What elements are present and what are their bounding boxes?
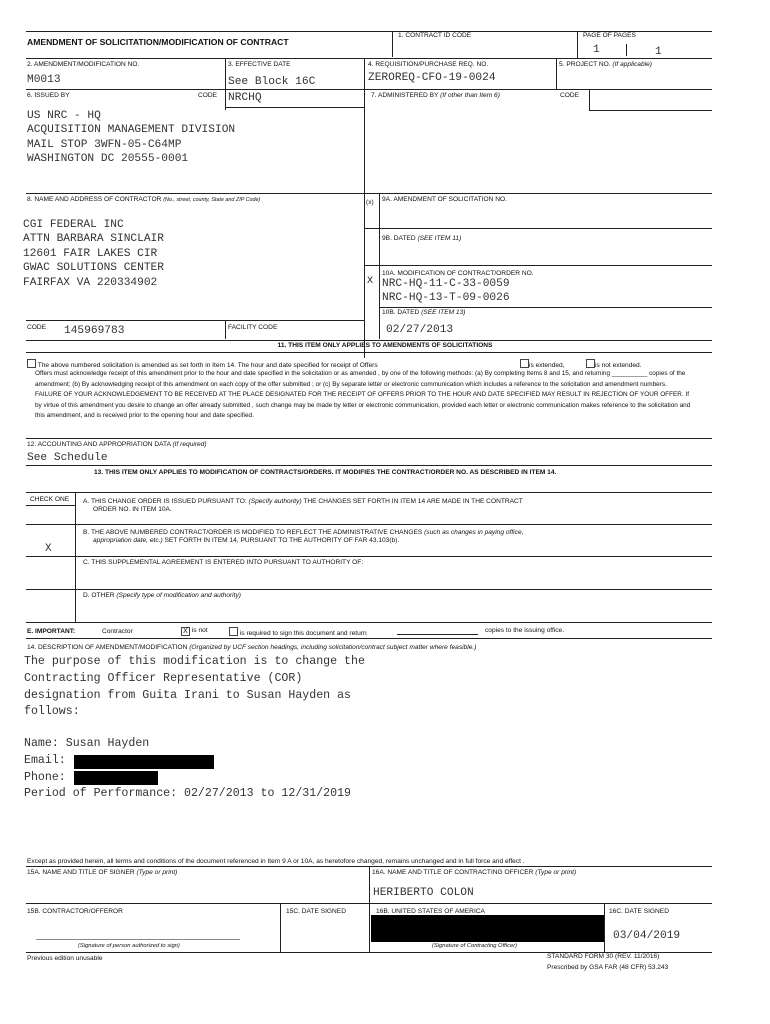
important-contractor: Contractor bbox=[102, 628, 133, 635]
rule bbox=[225, 320, 226, 339]
rule bbox=[577, 31, 578, 59]
signature-line bbox=[36, 939, 240, 940]
description-label: 14. DESCRIPTION OF AMENDMENT/MODIFICATION (Organized by UCF section headings, including solicitation/contract subject matter where feasible.) bbox=[27, 644, 477, 651]
requisition-label: 4. REQUISITION/PURCHASE REQ. NO. bbox=[368, 61, 489, 68]
project-no-label: 5. PROJECT NO. (If applicable) bbox=[559, 61, 652, 68]
signature-person-caption: (Signature of person authorized to sign) bbox=[78, 943, 180, 949]
rule bbox=[589, 89, 590, 110]
option-a-cont: ORDER NO. IN ITEM 10A. bbox=[93, 506, 172, 513]
contractor-label: 8. NAME AND ADDRESS OF CONTRACTOR (No., street, county, State and ZIP Code) bbox=[27, 196, 261, 203]
redacted-signature bbox=[371, 915, 604, 942]
option-a: A. THIS CHANGE ORDER IS ISSUED PURSUANT TO: (Specify authority) THE CHANGES SET FORTH IN ITEM 14 ARE MADE IN THE CONTRACT bbox=[83, 498, 523, 505]
contracting-officer-name: HERIBERTO COLON bbox=[373, 887, 474, 899]
effective-date-label: 3. EFFECTIVE DATE bbox=[228, 61, 291, 68]
contractor-code: 145969783 bbox=[64, 325, 125, 337]
is-not-option: X is not bbox=[181, 627, 208, 636]
rule bbox=[26, 193, 712, 194]
rule bbox=[26, 492, 712, 493]
rule bbox=[589, 110, 712, 111]
administered-by-label: 7. ADMINISTERED BY (If other than Item 6) bbox=[371, 92, 500, 99]
option-c: C. THIS SUPPLEMENTAL AGREEMENT IS ENTERED INTO PURSUANT TO AUTHORITY OF: bbox=[83, 559, 364, 566]
effective-date: See Block 16C bbox=[228, 76, 316, 88]
amendment-no-label: 2. AMENDMENT/MODIFICATION NO. bbox=[27, 61, 140, 68]
rule bbox=[26, 438, 712, 439]
date-signed-15c: 15C. DATE SIGNED bbox=[286, 908, 346, 915]
issued-by-address: US NRC - HQ ACQUISITION MANAGEMENT DIVISION MAIL STOP 3WFN-05-C64MP WASHINGTON DC 20555-0001 bbox=[27, 110, 236, 166]
issued-by-code-label: CODE bbox=[198, 92, 218, 99]
total-pages: 1 bbox=[655, 46, 662, 58]
extended-option: is extended, bbox=[520, 359, 565, 370]
issued-by-code: NRCHQ bbox=[228, 92, 262, 104]
facility-code-label: FACILITY CODE bbox=[228, 324, 278, 331]
rule bbox=[26, 505, 75, 506]
signer-label: 15A. NAME AND TITLE OF SIGNER (Type or print) bbox=[27, 869, 178, 876]
signature-officer-caption: (Signature of Contracting Officer) bbox=[432, 943, 518, 949]
rule bbox=[397, 634, 478, 635]
rule bbox=[364, 228, 712, 229]
rule bbox=[556, 58, 557, 89]
contract-id-label: 1. CONTRACT ID CODE bbox=[398, 32, 472, 39]
rule bbox=[26, 622, 712, 623]
option-d: D. OTHER (Specify type of modification and authority) bbox=[83, 592, 241, 599]
x-column-label: (x) bbox=[366, 199, 374, 206]
rule bbox=[626, 44, 627, 56]
modification-x-mark: X bbox=[367, 275, 374, 285]
date-16c: 03/04/2019 bbox=[613, 930, 681, 942]
issued-by-label: 6. ISSUED BY bbox=[27, 92, 70, 99]
rule bbox=[364, 265, 712, 266]
rule bbox=[26, 58, 712, 59]
option-b-mark: X bbox=[45, 543, 52, 555]
rule bbox=[26, 340, 712, 341]
item11-heading: 11. THIS ITEM ONLY APPLIES TO AMENDMENTS OF SOLICITATIONS bbox=[277, 342, 493, 349]
rule bbox=[26, 903, 712, 904]
important-label: E. IMPORTANT: bbox=[27, 628, 76, 635]
rule bbox=[369, 866, 370, 952]
item13-heading: 13. THIS ITEM ONLY APPLIES TO MODIFICATION OF CONTRACTS/ORDERS. IT MODIFIES THE CONTRACT/ORDER NO. AS DESCRIBED IN ITEM 14. bbox=[94, 469, 557, 476]
rule bbox=[364, 58, 365, 358]
contracting-officer-label: 16A. NAME AND TITLE OF CONTRACTING OFFICER (Type or print) bbox=[372, 869, 577, 876]
rule bbox=[392, 31, 393, 57]
cor-details: Name: Susan Hayden Email: Phone: Period of Performance: 02/27/2013 to 12/31/2019 bbox=[24, 737, 351, 801]
rule bbox=[379, 193, 380, 339]
accounting-label: 12. ACCOUNTING AND APPROPRIATION DATA (If required) bbox=[27, 441, 207, 448]
rule bbox=[26, 352, 712, 353]
modification-numbers: NRC-HQ-11-C-33-0059 NRC-HQ-13-T-09-0026 bbox=[382, 278, 510, 305]
rule bbox=[26, 589, 712, 590]
modification-label: 10A. MODIFICATION OF CONTRACT/ORDER NO. bbox=[382, 270, 534, 277]
check-one-label: CHECK ONE bbox=[30, 496, 70, 503]
redacted-email bbox=[74, 755, 214, 769]
redacted-phone bbox=[74, 771, 158, 785]
rule bbox=[226, 107, 364, 108]
description-paragraph: The purpose of this modification is to change the Contracting Officer Representative (COR) designation from Guita Irani to Susan Hayden as follows: bbox=[24, 655, 365, 719]
rule bbox=[26, 320, 364, 321]
usa-label: 16B. UNITED STATES OF AMERICA bbox=[376, 908, 485, 915]
requisition-no: ZEROREQ-CFO-19-0024 bbox=[368, 72, 496, 84]
amend-solicit-label: 9A. AMENDMENT OF SOLICITATION NO. bbox=[382, 196, 507, 203]
dated-10b-label: 10B. DATED (SEE ITEM 13) bbox=[382, 309, 466, 316]
page-of-pages-label: PAGE OF PAGES bbox=[583, 32, 636, 39]
rule bbox=[26, 465, 712, 466]
rule bbox=[75, 492, 76, 622]
item11-line1: The above numbered solicitation is amended as set forth in Item 14. The hour and date specified for receipt of Offers bbox=[27, 359, 378, 370]
option-b: B. THE ABOVE NUMBERED CONTRACT/ORDER IS MODIFIED TO REFLECT THE ADMINISTRATIVE CHANGES (such as changes in paying office, bbox=[83, 529, 524, 536]
rule bbox=[26, 89, 712, 90]
is-required-option: is required to sign this document and return bbox=[229, 627, 367, 638]
standard-form: STANDARD FORM 30 (REV. 11/2016) bbox=[547, 953, 660, 960]
previous-edition: Previous edition unusable bbox=[27, 955, 103, 962]
rule bbox=[280, 903, 281, 952]
not-extended-option: is not extended. bbox=[586, 359, 642, 370]
contractor-offeror-label: 15B. CONTRACTOR/OFFEROR bbox=[27, 908, 123, 915]
rule bbox=[225, 58, 226, 110]
page-number: 1 bbox=[593, 44, 600, 56]
rule bbox=[379, 307, 712, 308]
date-signed-16c: 16C. DATE SIGNED bbox=[609, 908, 669, 915]
rule bbox=[26, 556, 712, 557]
except-clause: Except as provided herein, all terms and conditions of the document referenced in Item 9 A or 10A, as heretofore changed, remains unchanged and in full force and effect . bbox=[27, 858, 525, 865]
administered-code-label: CODE bbox=[560, 92, 580, 99]
dated-9b-label: 9B. DATED (SEE ITEM 11) bbox=[382, 235, 462, 242]
rule bbox=[604, 903, 605, 952]
prescribed-by: Prescribed by GSA FAR (48 CFR) 53.243 bbox=[547, 964, 669, 971]
copies-text: copies to the issuing office. bbox=[485, 627, 565, 634]
option-b-cont: appropriation date, etc.) SET FORTH IN ITEM 14, PURSUANT TO THE AUTHORITY OF FAR 43.103(b). bbox=[93, 537, 400, 544]
rule bbox=[26, 524, 712, 525]
dated-10b: 02/27/2013 bbox=[386, 324, 454, 336]
contractor-address: CGI FEDERAL INC ATTN BARBARA SINCLAIR 12601 FAIR LAKES CIR GWAC SOLUTIONS CENTER FAIRFAX VA 220334902 bbox=[23, 219, 164, 289]
contractor-code-label: CODE bbox=[27, 324, 47, 331]
accounting-value: See Schedule bbox=[27, 452, 108, 464]
amendment-no: M0013 bbox=[27, 74, 61, 86]
form-title: AMENDMENT OF SOLICITATION/MODIFICATION OF CONTRACT bbox=[27, 37, 289, 47]
item11-body: Offers must acknowledge receipt of this amendment prior to the hour and date specified in the solicitation or as amended , by one of the following methods: (a) By completing Items 8 and 15, and returning __________ copies of the amendment; (b) By acknowledging receipt of this amendment on each copy of the offer submitted ; or (c) By separate letter or electronic communication which includes a reference to the solicitation and amendment numbers. FAILURE OF YOUR ACKNOWLEDGEMENT TO BE RECEIVED AT THE PLACE DESIGNATED FOR THE RECEIPT OF OFFERS PRIOR TO THE HOUR AND DATE SPECIFIED MAY RESULT IN REJECTION OF YOUR OFFER. If by virtue of this amendment you desire to change an offer already submitted , such change may be made by letter or electronic communication, provided each letter or electronic communication makes reference to the solicitation and this amendment, and is received prior to the opening hour and date specified. bbox=[35, 370, 691, 420]
rule bbox=[26, 638, 712, 639]
